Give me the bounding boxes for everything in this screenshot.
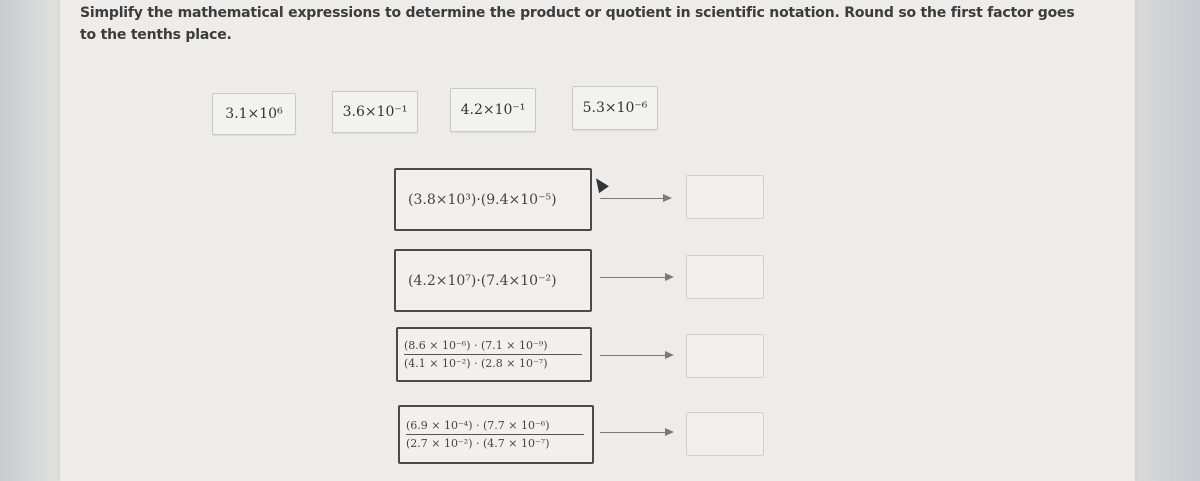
expression-3[interactable] (396, 327, 592, 382)
instructions-text: Simplify the mathematical expressions to determine the product or quotient in scientific notation. Round so the first factor goes to the tenths place. (80, 5, 1075, 43)
expression-4-denominator: (2.7 × 10⁻²) · (4.7 × 10⁻⁷) (406, 437, 550, 450)
answer-drop-target-4[interactable] (686, 412, 764, 456)
answer-drop-target-1[interactable] (686, 175, 764, 219)
answer-drop-target-3[interactable] (686, 334, 764, 378)
expression-4[interactable] (398, 405, 594, 464)
answer-drop-target-2[interactable] (686, 255, 764, 299)
expression-3-denominator: (4.1 × 10⁻²) · (2.8 × 10⁻⁷) (404, 357, 548, 370)
arrow-right-icon (600, 432, 672, 433)
arrow-right-icon (600, 277, 672, 278)
arrow-right-icon (600, 355, 672, 356)
expression-1-text: (3.8×10³)·(9.4×10⁻⁵) (408, 191, 557, 208)
arrow-right-icon (600, 198, 670, 199)
answer-tile-1[interactable]: 3.1×10⁶ (212, 93, 296, 135)
answer-tile-2[interactable]: 3.6×10⁻¹ (332, 91, 418, 133)
answer-tile-4[interactable]: 5.3×10⁻⁶ (572, 86, 658, 130)
expression-2-text: (4.2×10⁷)·(7.4×10⁻²) (408, 272, 557, 289)
answer-tile-3[interactable]: 4.2×10⁻¹ (450, 88, 536, 132)
expression-1[interactable] (394, 168, 592, 231)
expression-2[interactable] (394, 249, 592, 312)
expression-4-numerator: (6.9 × 10⁻⁴) · (7.7 × 10⁻⁶) (406, 419, 550, 432)
expression-3-numerator: (8.6 × 10⁻⁶) · (7.1 × 10⁻⁹) (404, 339, 548, 352)
worksheet-panel (60, 0, 1135, 481)
